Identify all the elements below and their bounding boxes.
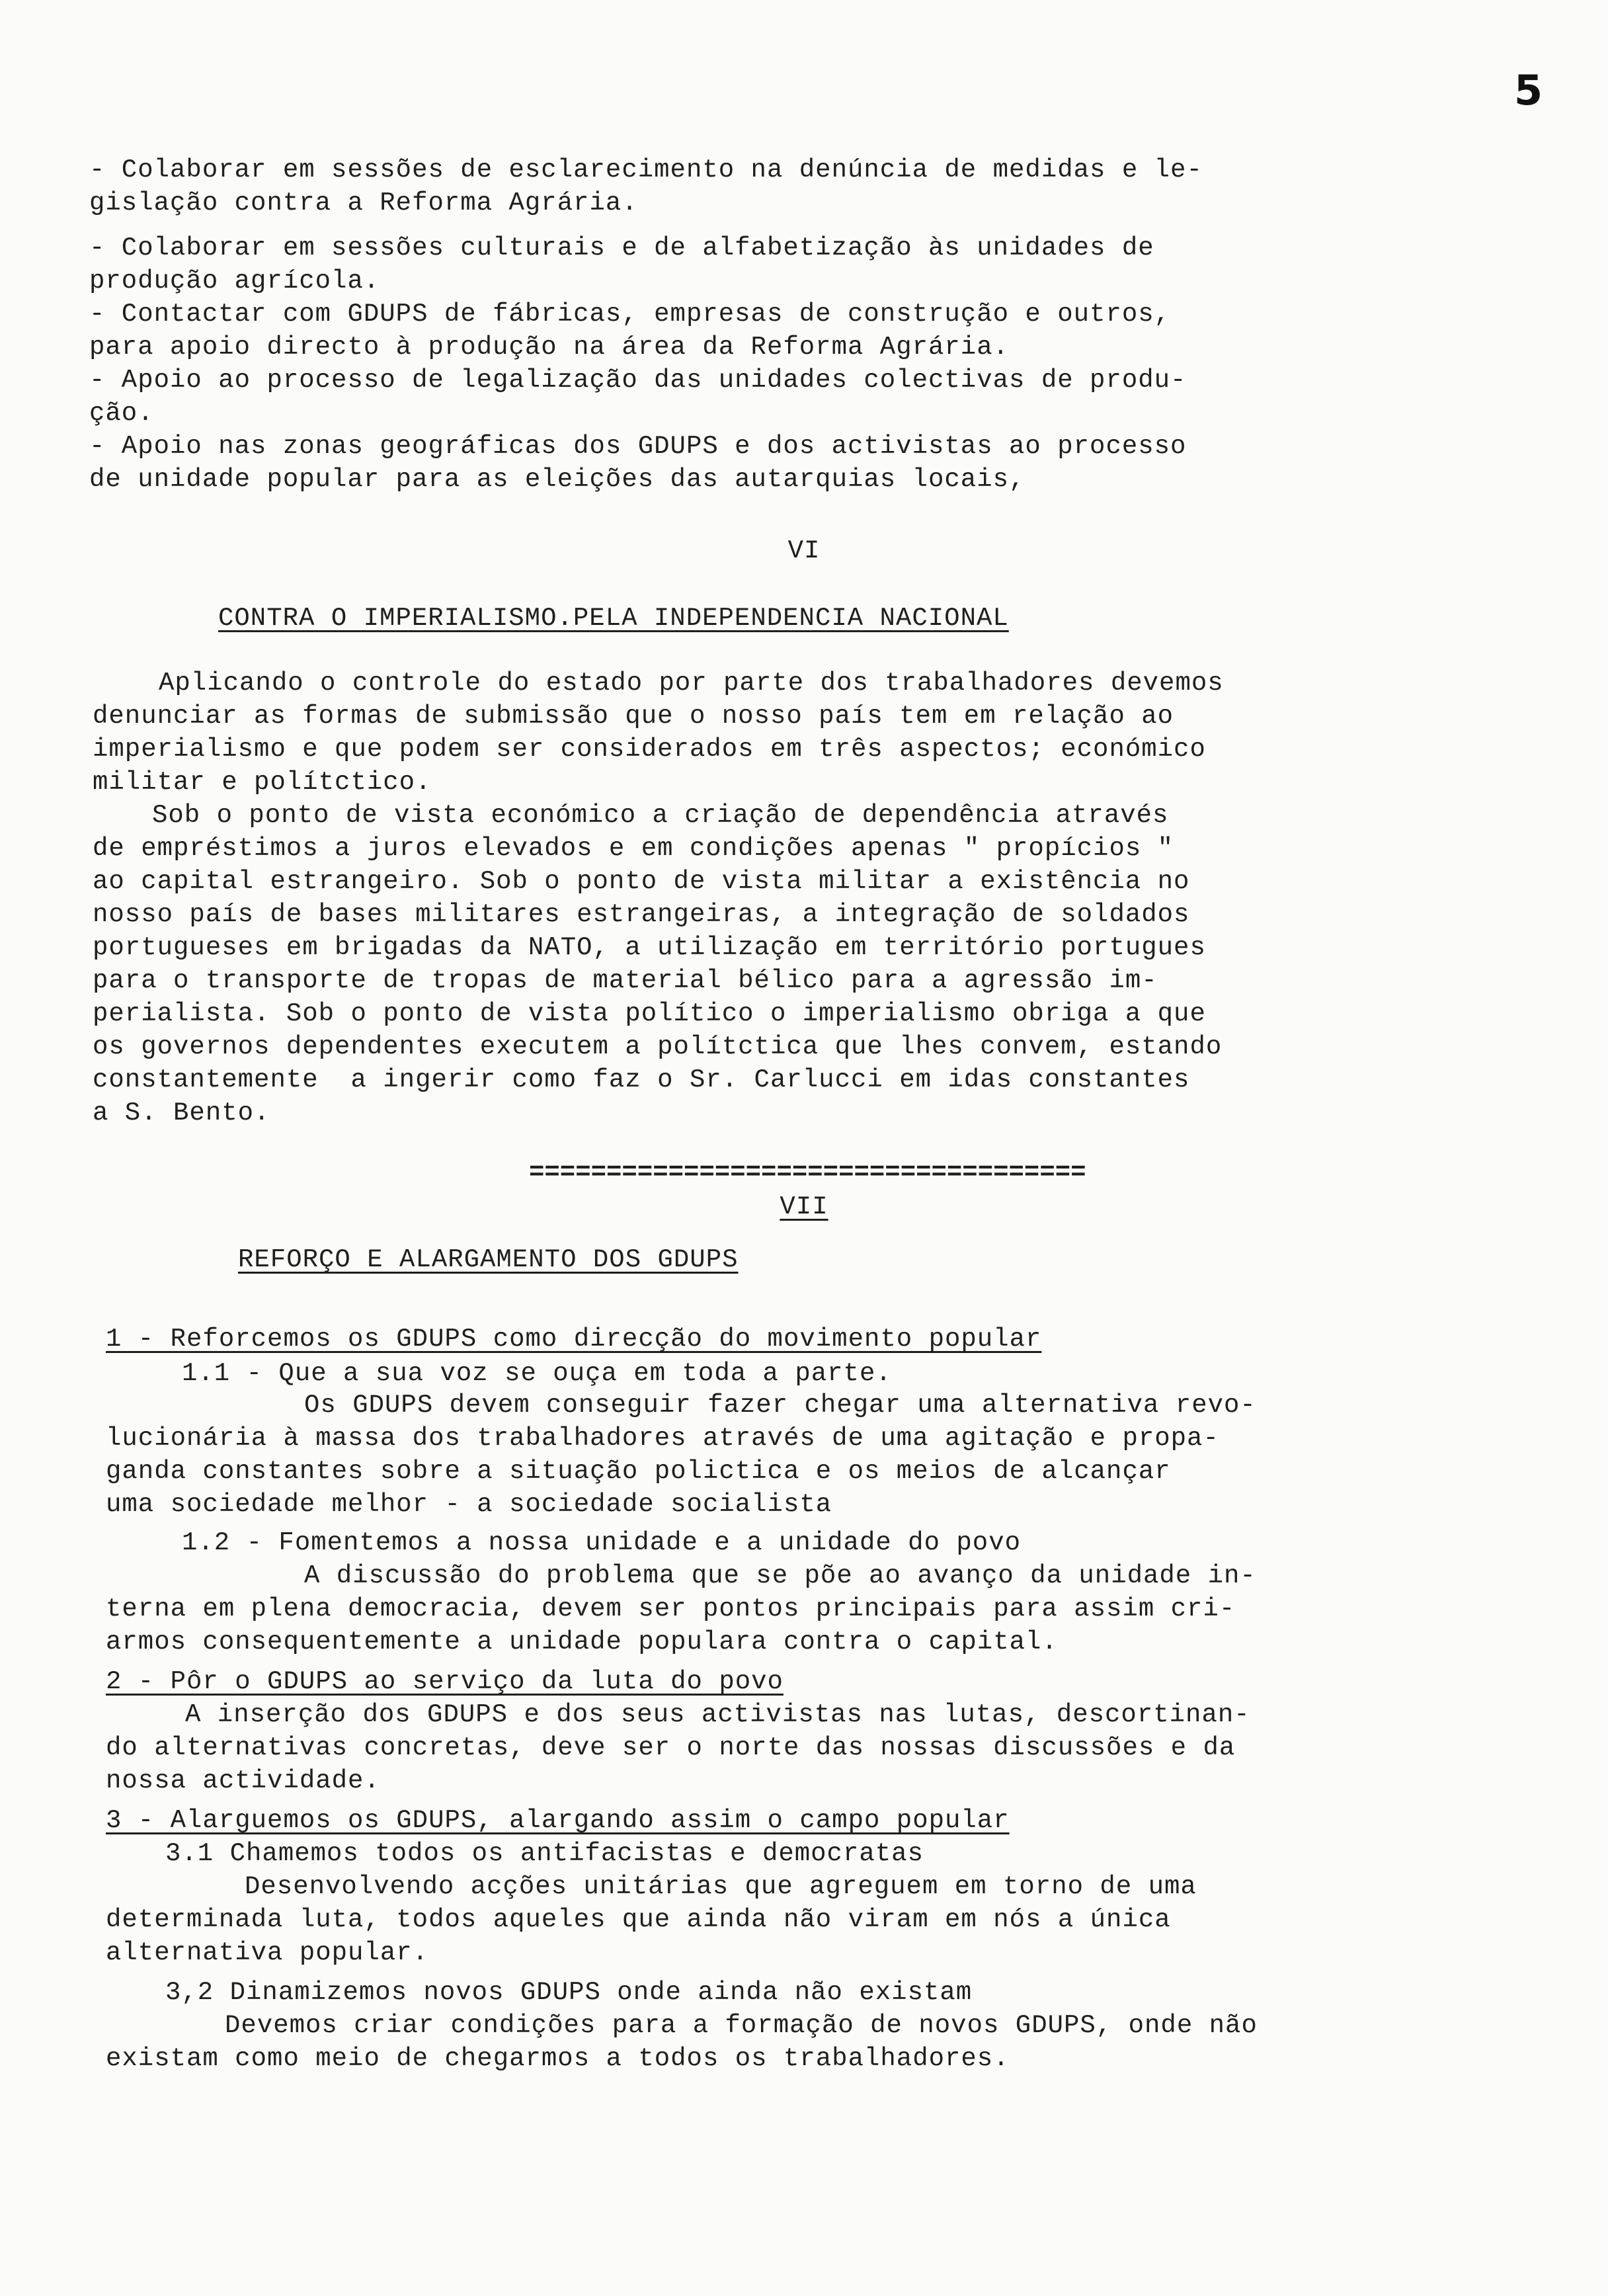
paragraph-line: terna em plena democracia, devem ser pontos principais para assim cri- [106, 1594, 1236, 1623]
paragraph-line: portugueses em brigadas da NATO, a utilização em território portugues [93, 933, 1206, 962]
subheading: 1 - Reforcemos os GDUPS como direcção do movimento popular [106, 1325, 1042, 1354]
bullet-line: - Colaborar em sessões de esclarecimento na denúncia de medidas e le- [89, 155, 1203, 184]
paragraph-line: lucionária à massa dos trabalhadores através de uma agitação e propa- [106, 1424, 1219, 1453]
paragraph-line: armos consequentemente a unidade populara contra o capital. [106, 1627, 1058, 1657]
subitem-heading: 3.1 Chamemos todos os antifacistas e democratas [165, 1839, 924, 1868]
paragraph-line: os governos dependentes executem a polítctica que lhes convem, estando [93, 1032, 1223, 1061]
paragraph-line: Devemos criar condições para a formação de novos GDUPS, onde não [225, 2011, 1258, 2040]
paragraph-line: ganda constantes sobre a situação polictica e os meios de alcançar [106, 1457, 1171, 1486]
bullet-line: - Colaborar em sessões culturais e de alfabetização às unidades de [89, 233, 1154, 263]
section-numeral-vii: VII [780, 1192, 828, 1221]
subheading: 3 - Alarguemos os GDUPS, alargando assim o campo popular [106, 1806, 1010, 1835]
paragraph-line: nossa actividade. [106, 1766, 380, 1795]
bullet-line: produção agrícola. [89, 266, 380, 296]
subheading: 2 - Pôr o GDUPS ao serviço da luta do povo [106, 1667, 784, 1696]
subitem-heading: 1.1 - Que a sua voz se ouça em toda a parte. [182, 1359, 892, 1388]
paragraph-line: Sob o ponto de vista económico a criação de dependência através [152, 801, 1169, 830]
bullet-line: para apoio directo à produção na área da Reforma Agrária. [89, 333, 1010, 362]
paragraph-line: existam como meio de chegarmos a todos os trabalhadores. [106, 2044, 1010, 2073]
paragraph-line: uma sociedade melhor - a sociedade socialista [106, 1490, 832, 1519]
paragraph-line: a S. Bento. [93, 1098, 270, 1128]
paragraph-line: imperialismo e que podem ser considerados em três aspectos; económico [93, 735, 1206, 764]
separator-rule: ==================================== [529, 1158, 1086, 1187]
page-number: 5 [1514, 66, 1543, 114]
paragraph-line: militar e polítctico. [93, 768, 432, 797]
bullet-line: gislação contra a Reforma Agrária. [89, 188, 638, 218]
paragraph-line: Aplicando o controle do estado por parte dos trabalhadores devemos [159, 669, 1224, 698]
section-title-vi: CONTRA O IMPERIALISMO.PELA INDEPENDENCIA NACIONAL [218, 604, 1009, 633]
paragraph-line: A inserção dos GDUPS e dos seus activistas nas lutas, descortinan- [185, 1700, 1250, 1729]
bullet-line: ção. [89, 399, 154, 428]
paragraph-line: determinada luta, todos aqueles que ainda não viram em nós a única [106, 1905, 1171, 1934]
paragraph-line: do alternativas concretas, deve ser o norte das nossas discussões e da [106, 1733, 1236, 1762]
paragraph-line: Os GDUPS devem conseguir fazer chegar uma alternativa revo- [304, 1391, 1256, 1420]
section-numeral-vi: VI [787, 536, 821, 565]
bullet-line: de unidade popular para as eleições das autarquias locais, [89, 465, 1025, 494]
bullet-line: - Apoio nas zonas geográficas dos GDUPS e dos activistas ao processo [89, 432, 1187, 461]
paragraph-line: Desenvolvendo acções unitárias que agreguem em torno de uma [245, 1872, 1197, 1901]
paragraph-line: de empréstimos a juros elevados e em condições apenas " propícios " [93, 834, 1174, 863]
paragraph-line: denunciar as formas de submissão que o nosso país tem em relação ao [93, 702, 1174, 731]
subitem-heading: 1.2 - Fomentemos a nossa unidade e a unidade do povo [182, 1528, 1021, 1557]
paragraph-line: constantemente a ingerir como faz o Sr. Carlucci em idas constantes [93, 1065, 1190, 1094]
subitem-heading: 3,2 Dinamizemos novos GDUPS onde ainda não existam [165, 1978, 973, 2007]
bullet-line: - Apoio ao processo de legalização das unidades colectivas de produ- [89, 366, 1187, 395]
paragraph-line: alternativa popular. [106, 1938, 429, 1967]
paragraph-line: perialista. Sob o ponto de vista político o imperialismo obriga a que [93, 999, 1206, 1028]
paragraph-line: nosso país de bases militares estrangeiras, a integração de soldados [93, 900, 1190, 929]
paragraph-line: A discussão do problema que se põe ao avanço da unidade in- [304, 1561, 1256, 1590]
paragraph-line: ao capital estrangeiro. Sob o ponto de vista militar a existência no [93, 867, 1190, 896]
bullet-line: - Contactar com GDUPS de fábricas, empresas de construção e outros, [89, 300, 1171, 329]
paragraph-line: para o transporte de tropas de material bélico para a agressão im- [93, 966, 1158, 995]
section-title-vii: REFORÇO E ALARGAMENTO DOS GDUPS [238, 1245, 739, 1274]
